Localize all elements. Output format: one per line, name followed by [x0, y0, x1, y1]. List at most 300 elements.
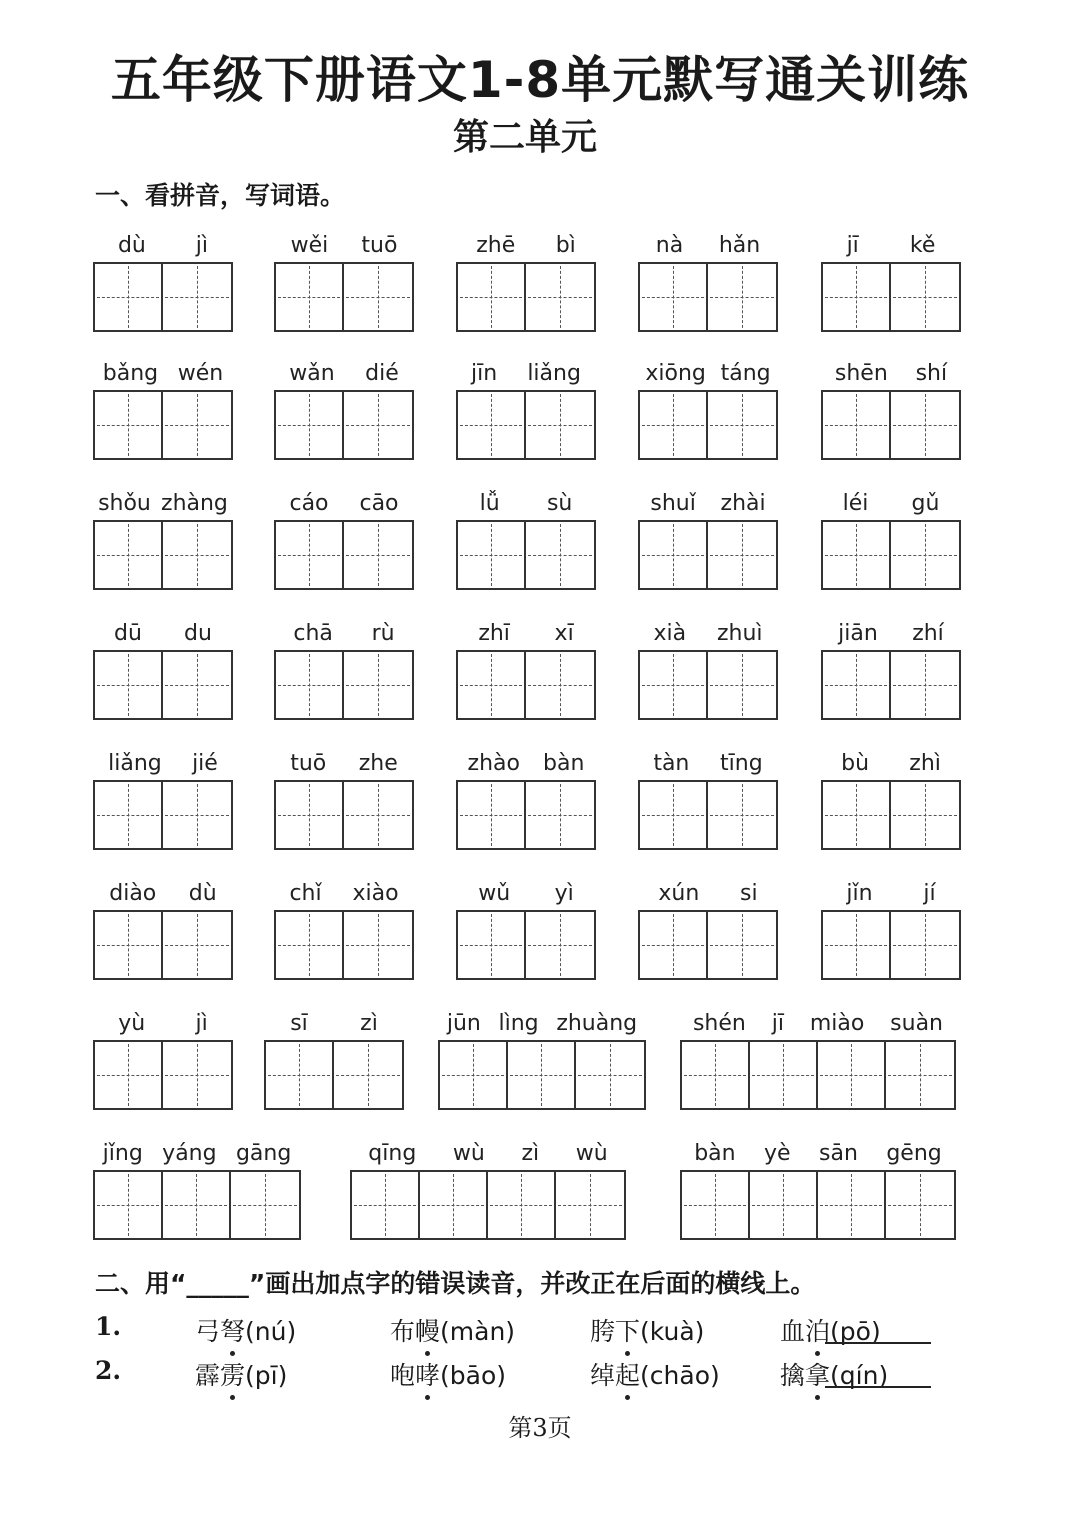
pinyin-syllable: gēng [886, 1141, 942, 1166]
pinyin-syllable: zhuì [716, 621, 763, 646]
question-number: 1. [95, 1312, 122, 1341]
question-word [390, 1356, 506, 1392]
pinyin-syllable: wù [575, 1141, 608, 1166]
pinyin-syllable: zhào [467, 751, 520, 776]
writing-boxes [456, 910, 596, 980]
pinyin-syllable: cāo [359, 491, 399, 516]
pinyin-label [93, 608, 233, 646]
tian-grid-box[interactable] [334, 1042, 402, 1108]
tian-grid-box[interactable] [344, 522, 412, 588]
word-item [456, 868, 596, 980]
tian-grid-box[interactable] [640, 652, 708, 718]
tian-grid-box[interactable] [163, 522, 231, 588]
tian-grid-box[interactable] [163, 264, 231, 330]
answer-line[interactable] [825, 1386, 931, 1388]
word-item [274, 738, 414, 850]
pinyin-syllable: zhì [909, 751, 941, 776]
pinyin-syllable: bàn [694, 1141, 736, 1166]
section-2-heading: 二、用“_____”画出加点字的错误读音，并改正在后面的横线上。 [95, 1269, 816, 1298]
pinyin-syllable: yù [118, 1011, 146, 1036]
tian-grid-box[interactable] [488, 1172, 556, 1238]
tian-grid-box[interactable] [276, 522, 344, 588]
pinyin-label [638, 738, 778, 776]
pinyin-syllable: wǎn [289, 361, 335, 386]
tian-grid-box[interactable] [708, 652, 776, 718]
tian-grid-box[interactable] [708, 522, 776, 588]
question-word [390, 1312, 515, 1348]
writing-boxes [93, 390, 233, 460]
pinyin-syllable: gāng [235, 1141, 292, 1166]
pinyin-label [93, 1128, 301, 1166]
tian-grid-box[interactable] [818, 1172, 886, 1238]
pinyin-syllable: xià [653, 621, 687, 646]
pinyin-syllable: zhài [720, 491, 766, 516]
tian-grid-box[interactable] [508, 1042, 576, 1108]
tian-grid-box[interactable] [708, 264, 776, 330]
question-row [95, 1356, 995, 1396]
tian-grid-box[interactable] [891, 652, 959, 718]
pinyin-syllable: tàn [653, 751, 690, 776]
writing-boxes [821, 390, 961, 460]
pinyin-label [456, 738, 596, 776]
tian-grid-box[interactable] [682, 1042, 750, 1108]
pinyin-label [93, 738, 233, 776]
tian-grid-box[interactable] [640, 522, 708, 588]
pinyin-label [274, 868, 414, 906]
pinyin-syllable: zhàng [161, 491, 228, 516]
page-number: 第3页 [508, 1414, 572, 1442]
tian-grid-box[interactable] [458, 522, 526, 588]
pinyin-syllable: jǐn [846, 881, 873, 906]
tian-grid-box[interactable] [708, 782, 776, 848]
question-word [590, 1356, 720, 1392]
section-1-heading: 一、看拼音，写词语。 [95, 181, 346, 210]
word-char: 咆 [390, 1361, 416, 1390]
tian-grid-box[interactable] [95, 264, 163, 330]
tian-grid-box[interactable] [458, 782, 526, 848]
question-word [195, 1356, 287, 1392]
tian-grid-box[interactable] [891, 522, 959, 588]
pinyin-syllable: dù [117, 233, 146, 258]
writing-boxes [93, 520, 233, 590]
pinyin-syllable: xiào [352, 881, 399, 906]
pinyin-syllable: bàn [543, 751, 585, 776]
pinyin-syllable: gǔ [911, 491, 940, 516]
pinyin-label [274, 220, 414, 258]
tian-grid-box[interactable] [818, 1042, 886, 1108]
writing-boxes [274, 262, 414, 332]
pinyin-syllable: jī [846, 233, 859, 258]
pinyin-syllable: chā [293, 621, 333, 646]
word-item [274, 868, 414, 980]
writing-boxes [274, 910, 414, 980]
writing-boxes [274, 650, 414, 720]
word-item [456, 220, 596, 332]
tian-grid-box[interactable] [823, 912, 891, 978]
tian-grid-box[interactable] [95, 522, 163, 588]
tian-grid-box[interactable] [823, 782, 891, 848]
writing-boxes [456, 390, 596, 460]
pinyin-syllable: si [740, 881, 758, 906]
tian-grid-box[interactable] [458, 912, 526, 978]
pinyin-label [93, 478, 233, 516]
question-number: 2. [95, 1356, 122, 1385]
tian-grid-box[interactable] [750, 1172, 818, 1238]
word-char: 擒 [780, 1361, 806, 1390]
tian-grid-box[interactable] [95, 782, 163, 848]
pinyin-syllable: yáng [162, 1141, 217, 1166]
pinyin-syllable: jī [771, 1011, 784, 1036]
pinyin-label [93, 868, 233, 906]
pinyin-label [638, 478, 778, 516]
pinyin-syllable: shēn [834, 361, 888, 386]
word-item [821, 348, 961, 460]
word-item [456, 608, 596, 720]
word-item [93, 608, 233, 720]
pinyin-label [456, 608, 596, 646]
pinyin-syllable: wù [452, 1141, 485, 1166]
pinyin-syllable: jiān [838, 621, 878, 646]
tian-grid-box[interactable] [458, 652, 526, 718]
word-item [821, 478, 961, 590]
pinyin-syllable: jǐng [102, 1141, 143, 1166]
writing-boxes [274, 520, 414, 590]
pinyin-syllable: jīn [471, 361, 498, 386]
answer-line[interactable] [825, 1342, 931, 1344]
writing-boxes [93, 262, 233, 332]
word-item [93, 998, 233, 1110]
pinyin-label [456, 348, 596, 386]
dotted-char: 雳 [220, 1356, 245, 1392]
writing-boxes [821, 650, 961, 720]
tian-grid-box[interactable] [526, 652, 594, 718]
pinyin-label [93, 348, 233, 386]
pinyin-syllable: táng [720, 361, 771, 386]
dotted-char: 下 [615, 1312, 640, 1348]
writing-boxes [93, 1040, 233, 1110]
dotted-char: 拿 [805, 1356, 830, 1392]
tian-grid-box[interactable] [891, 264, 959, 330]
pinyin-syllable: suàn [890, 1011, 944, 1036]
tian-grid-box[interactable] [163, 1042, 231, 1108]
word-item [438, 998, 646, 1110]
word-char: 绰 [590, 1361, 616, 1390]
word-char: 弓 [195, 1317, 221, 1346]
writing-boxes [93, 1170, 301, 1240]
dotted-char: 幔 [415, 1312, 440, 1348]
pinyin-label [350, 1128, 626, 1166]
word-item [93, 348, 233, 460]
pinyin-reading: (chāo) [640, 1361, 720, 1390]
tian-grid-box[interactable] [266, 1042, 334, 1108]
pinyin-syllable: sù [546, 491, 573, 516]
tian-grid-box[interactable] [344, 392, 412, 458]
tian-grid-box[interactable] [640, 392, 708, 458]
word-item [638, 220, 778, 332]
pinyin-syllable: qīng [368, 1141, 417, 1166]
writing-boxes [680, 1040, 956, 1110]
tian-grid-box[interactable] [458, 264, 526, 330]
tian-grid-box[interactable] [886, 1172, 954, 1238]
pinyin-syllable: xī [554, 621, 574, 646]
pinyin-label [456, 868, 596, 906]
writing-boxes [821, 262, 961, 332]
pinyin-syllable: tīng [720, 751, 763, 776]
tian-grid-box[interactable] [708, 912, 776, 978]
pinyin-reading: (nú) [245, 1317, 297, 1346]
pinyin-syllable: yè [764, 1141, 791, 1166]
pinyin-label [456, 478, 596, 516]
word-char: 霹 [195, 1361, 221, 1390]
pinyin-syllable: zhí [912, 621, 944, 646]
pinyin-syllable: liǎng [108, 751, 162, 776]
word-item [93, 478, 233, 590]
writing-boxes [274, 780, 414, 850]
pinyin-label [264, 998, 404, 1036]
pinyin-label [638, 348, 778, 386]
dotted-char: 起 [615, 1356, 640, 1392]
pinyin-label [638, 868, 778, 906]
pinyin-syllable: tuō [290, 751, 327, 776]
tian-grid-box[interactable] [163, 1172, 231, 1238]
writing-boxes [456, 650, 596, 720]
pinyin-label [821, 738, 961, 776]
tian-grid-box[interactable] [231, 1172, 299, 1238]
pinyin-label [274, 478, 414, 516]
pinyin-label [821, 348, 961, 386]
tian-grid-box[interactable] [526, 392, 594, 458]
tian-grid-box[interactable] [95, 392, 163, 458]
pinyin-syllable: jié [192, 751, 218, 776]
word-item [93, 220, 233, 332]
tian-grid-box[interactable] [344, 912, 412, 978]
writing-boxes [821, 520, 961, 590]
tian-grid-box[interactable] [276, 912, 344, 978]
word-item [680, 998, 956, 1110]
pinyin-syllable: xiōng [645, 361, 706, 386]
writing-boxes [350, 1170, 626, 1240]
pinyin-syllable: shǒu [98, 491, 151, 516]
tian-grid-box[interactable] [163, 912, 231, 978]
pinyin-label [93, 998, 233, 1036]
pinyin-label [456, 220, 596, 258]
pinyin-label [274, 738, 414, 776]
word-item [456, 738, 596, 850]
tian-grid-box[interactable] [95, 1172, 163, 1238]
writing-boxes [638, 650, 778, 720]
tian-grid-box[interactable] [440, 1042, 508, 1108]
pinyin-syllable: zì [360, 1011, 378, 1036]
word-item [93, 738, 233, 850]
tian-grid-box[interactable] [163, 652, 231, 718]
writing-boxes [638, 910, 778, 980]
writing-boxes [638, 262, 778, 332]
pinyin-label [680, 998, 956, 1036]
pinyin-syllable: wǔ [478, 881, 511, 906]
tian-grid-box[interactable] [276, 392, 344, 458]
tian-grid-box[interactable] [891, 782, 959, 848]
pinyin-label [638, 608, 778, 646]
pinyin-syllable: hǎn [718, 233, 761, 258]
word-item [638, 738, 778, 850]
writing-boxes [638, 390, 778, 460]
tian-grid-box[interactable] [344, 652, 412, 718]
word-char: 布 [390, 1317, 416, 1346]
tian-grid-box[interactable] [276, 264, 344, 330]
writing-boxes [821, 910, 961, 980]
tian-grid-box[interactable] [95, 652, 163, 718]
pinyin-label [438, 998, 646, 1036]
tian-grid-box[interactable] [891, 392, 959, 458]
pinyin-syllable: du [184, 621, 212, 646]
tian-grid-box[interactable] [526, 264, 594, 330]
tian-grid-box[interactable] [526, 912, 594, 978]
tian-grid-box[interactable] [344, 782, 412, 848]
word-item [638, 868, 778, 980]
word-item [350, 1128, 626, 1240]
word-item [274, 608, 414, 720]
pinyin-syllable: zì [521, 1141, 540, 1166]
word-item [638, 478, 778, 590]
pinyin-syllable: léi [842, 491, 869, 516]
tian-grid-box[interactable] [344, 264, 412, 330]
tian-grid-box[interactable] [576, 1042, 644, 1108]
writing-boxes [456, 780, 596, 850]
tian-grid-box[interactable] [750, 1042, 818, 1108]
tian-grid-box[interactable] [352, 1172, 420, 1238]
tian-grid-box[interactable] [682, 1172, 750, 1238]
dotted-char: 泊 [805, 1312, 830, 1348]
pinyin-syllable: zhē [476, 233, 516, 258]
tian-grid-box[interactable] [823, 392, 891, 458]
tian-grid-box[interactable] [823, 522, 891, 588]
word-item [821, 220, 961, 332]
tian-grid-box[interactable] [556, 1172, 624, 1238]
pinyin-syllable: miào [809, 1011, 865, 1036]
writing-boxes [456, 520, 596, 590]
pinyin-syllable: tuō [361, 233, 398, 258]
pinyin-syllable: bù [841, 751, 870, 776]
word-item [93, 1128, 301, 1240]
writing-boxes [680, 1170, 956, 1240]
pinyin-label [638, 220, 778, 258]
pinyin-syllable: lǚ [479, 491, 500, 516]
pinyin-syllable: xún [658, 881, 700, 906]
dotted-char: 弩 [220, 1312, 245, 1348]
pinyin-label [274, 348, 414, 386]
pinyin-syllable: dū [114, 621, 142, 646]
word-item [821, 868, 961, 980]
writing-boxes [456, 262, 596, 332]
pinyin-syllable: cáo [289, 491, 329, 516]
tian-grid-box[interactable] [708, 392, 776, 458]
tian-grid-box[interactable] [276, 782, 344, 848]
pinyin-syllable: zhe [358, 751, 398, 776]
pinyin-syllable: sī [290, 1011, 308, 1036]
tian-grid-box[interactable] [823, 652, 891, 718]
pinyin-label [821, 608, 961, 646]
tian-grid-box[interactable] [95, 912, 163, 978]
pinyin-reading: (kuà) [640, 1317, 705, 1346]
word-item [456, 478, 596, 590]
pinyin-reading: (màn) [440, 1317, 516, 1346]
tian-grid-box[interactable] [526, 522, 594, 588]
pinyin-syllable: zhī [478, 621, 510, 646]
tian-grid-box[interactable] [891, 912, 959, 978]
pinyin-syllable: jí [923, 881, 936, 906]
writing-boxes [438, 1040, 646, 1110]
question-word [195, 1312, 296, 1348]
pinyin-syllable: diào [109, 881, 157, 906]
pinyin-syllable: dù [188, 881, 217, 906]
pinyin-reading: (pī) [245, 1361, 288, 1390]
word-item [680, 1128, 956, 1240]
unit-subtitle: 第二单元 [452, 117, 597, 158]
word-item [93, 868, 233, 980]
pinyin-syllable: rù [371, 621, 395, 646]
word-item [638, 348, 778, 460]
question-word [590, 1312, 704, 1348]
word-item [274, 220, 414, 332]
writing-boxes [93, 650, 233, 720]
pinyin-syllable: dié [365, 361, 399, 386]
word-item [821, 608, 961, 720]
pinyin-reading: (pō) [830, 1317, 881, 1346]
tian-grid-box[interactable] [640, 782, 708, 848]
pinyin-syllable: chǐ [289, 881, 322, 906]
page-title: 五年级下册语文1-8单元默写通关训练 [110, 51, 970, 109]
tian-grid-box[interactable] [526, 782, 594, 848]
pinyin-syllable: shén [692, 1011, 746, 1036]
pinyin-syllable: zhuàng [556, 1011, 638, 1036]
tian-grid-box[interactable] [458, 392, 526, 458]
dotted-char: 哮 [415, 1356, 440, 1392]
pinyin-syllable: nà [655, 233, 684, 258]
writing-boxes [93, 780, 233, 850]
word-item [638, 608, 778, 720]
tian-grid-box[interactable] [640, 912, 708, 978]
tian-grid-box[interactable] [823, 264, 891, 330]
question-row [95, 1312, 995, 1352]
tian-grid-box[interactable] [420, 1172, 488, 1238]
pinyin-syllable: yì [554, 881, 574, 906]
tian-grid-box[interactable] [163, 392, 231, 458]
pinyin-syllable: jì [195, 1011, 208, 1036]
pinyin-label [274, 608, 414, 646]
pinyin-reading: (bāo) [440, 1361, 507, 1390]
pinyin-label [680, 1128, 956, 1166]
pinyin-syllable: jì [195, 233, 209, 258]
pinyin-label [93, 220, 233, 258]
pinyin-label [821, 220, 961, 258]
pinyin-syllable: wén [177, 361, 224, 386]
word-item [274, 478, 414, 590]
pinyin-reading: (qín) [830, 1361, 889, 1390]
tian-grid-box[interactable] [276, 652, 344, 718]
writing-boxes [821, 780, 961, 850]
writing-boxes [274, 390, 414, 460]
pinyin-syllable: kě [909, 233, 936, 258]
tian-grid-box[interactable] [95, 1042, 163, 1108]
pinyin-syllable: lìng [498, 1011, 539, 1036]
pinyin-label [821, 478, 961, 516]
pinyin-syllable: wěi [290, 233, 329, 258]
word-item [274, 348, 414, 460]
tian-grid-box[interactable] [886, 1042, 954, 1108]
tian-grid-box[interactable] [163, 782, 231, 848]
writing-boxes [93, 910, 233, 980]
tian-grid-box[interactable] [640, 264, 708, 330]
